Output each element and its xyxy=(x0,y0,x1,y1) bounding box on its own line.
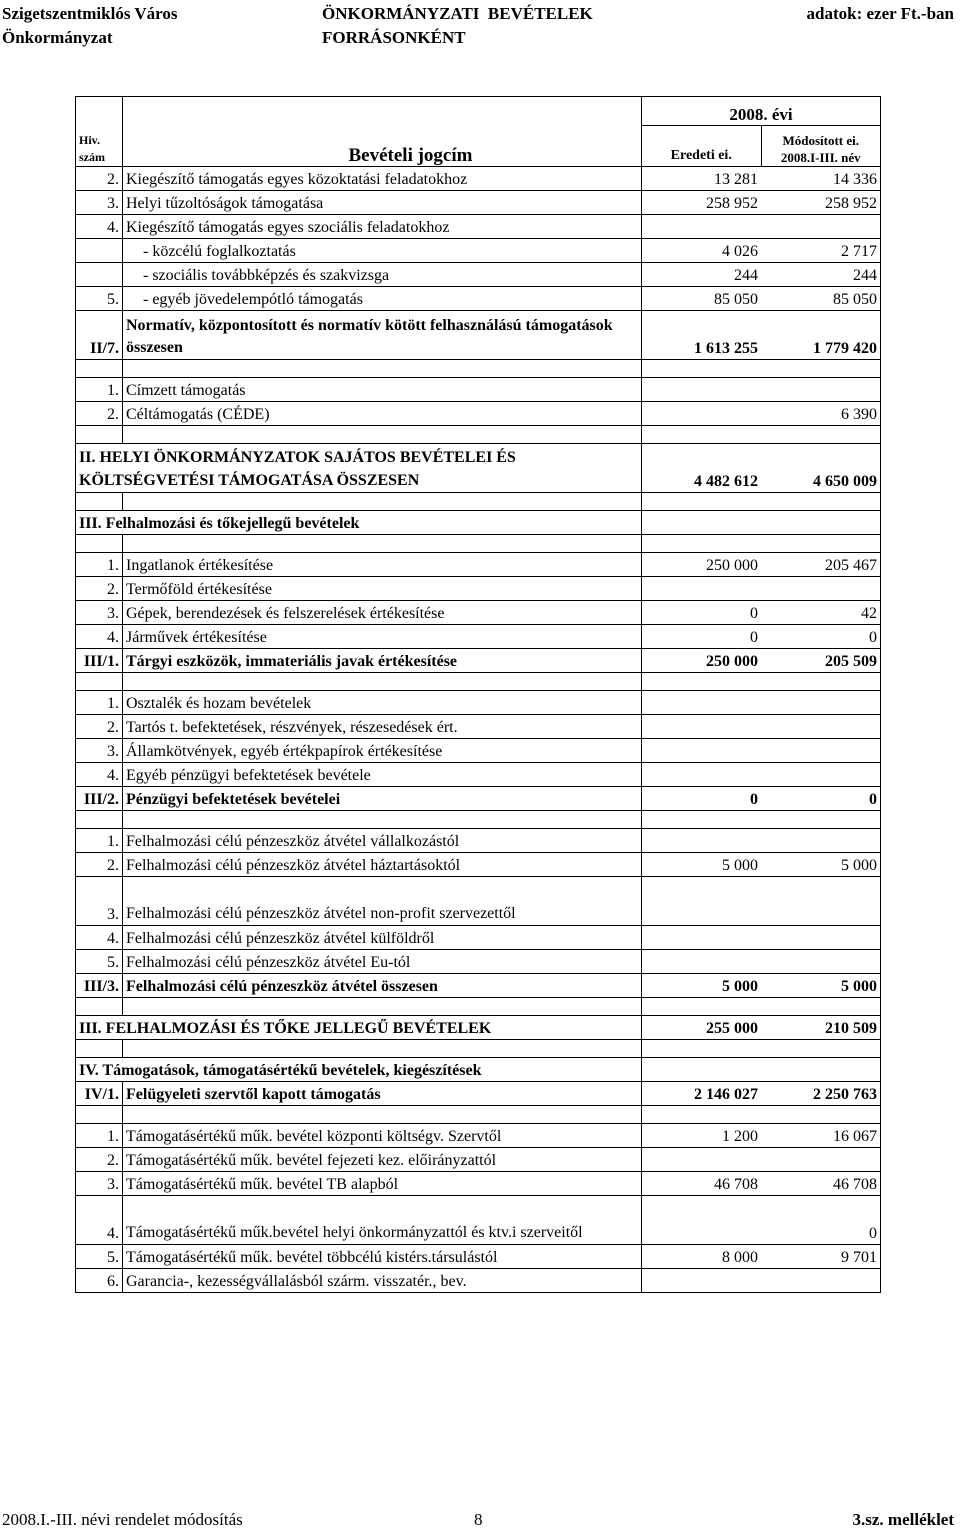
spacer-cell xyxy=(76,1106,123,1124)
row-number: 2. xyxy=(76,577,123,601)
row-number: 1. xyxy=(76,691,123,715)
modified-estimate-value xyxy=(761,1058,881,1082)
report-title-line1: ÖNKORMÁNYZATI BEVÉTELEK xyxy=(322,4,593,23)
row-title: Osztalék és hozam bevételek xyxy=(123,691,642,715)
table-row xyxy=(76,444,881,493)
table-row xyxy=(76,739,881,763)
original-estimate-value: 0 xyxy=(642,787,762,811)
row-title: Egyéb pénzügyi befektetések bevétele xyxy=(123,763,642,787)
spacer-cell xyxy=(761,811,881,829)
table-row xyxy=(76,1058,881,1082)
row-title: Címzett támogatás xyxy=(123,378,642,402)
row-title: Felhalmozási célú pénzeszköz átvétel összesen xyxy=(123,974,642,998)
row-number: III/3. xyxy=(76,974,123,998)
modified-estimate-value: 0 xyxy=(761,1196,881,1245)
section-title: III. Felhalmozási és tőkejellegű bevételek xyxy=(76,511,642,535)
modified-estimate-value: 85 050 xyxy=(761,287,881,311)
modified-estimate-value: 4 650 009 xyxy=(761,444,881,493)
modified-estimate-value: 244 xyxy=(761,263,881,287)
row-number: 2. xyxy=(76,402,123,426)
modified-estimate-value: 0 xyxy=(761,787,881,811)
spacer-cell xyxy=(642,1040,762,1058)
col-header-original-estimate: Eredeti ei. xyxy=(642,126,762,167)
row-number: 1. xyxy=(76,829,123,853)
row-number: 4. xyxy=(76,215,123,239)
original-estimate-value xyxy=(642,950,762,974)
modified-estimate-value: 205 467 xyxy=(761,553,881,577)
spacer-row xyxy=(76,1040,881,1058)
modified-estimate-value: 1 779 420 xyxy=(761,311,881,360)
table-row xyxy=(76,829,881,853)
table-row xyxy=(76,787,881,811)
modified-estimate-value: 258 952 xyxy=(761,191,881,215)
row-title: Felhalmozási célú pénzeszköz átvétel vállalkozástól xyxy=(123,829,642,853)
modified-estimate-value xyxy=(761,877,881,926)
table-row xyxy=(76,715,881,739)
modified-estimate-value: 2 717 xyxy=(761,239,881,263)
spacer-cell xyxy=(123,998,642,1016)
table-row xyxy=(76,926,881,950)
table-row xyxy=(76,974,881,998)
original-estimate-value: 13 281 xyxy=(642,167,762,191)
table-row xyxy=(76,1016,881,1040)
table-row xyxy=(76,625,881,649)
original-estimate-value xyxy=(642,829,762,853)
row-number: 4. xyxy=(76,926,123,950)
municipality-name-line2: Önkormányzat xyxy=(2,28,113,47)
modified-estimate-value xyxy=(761,715,881,739)
row-number: 4. xyxy=(76,1196,123,1245)
table-row xyxy=(76,1269,881,1293)
spacer-cell xyxy=(123,493,642,511)
row-number: 5. xyxy=(76,287,123,311)
section-title: II. HELYI ÖNKORMÁNYZATOK SAJÁTOS BEVÉTELEI ÉS KÖLTSÉGVETÉSI TÁMOGATÁSA ÖSSZESEN xyxy=(76,444,642,493)
original-estimate-value: 85 050 xyxy=(642,287,762,311)
row-title: Normatív, központosított és normatív kötött felhasználású támogatások összesen xyxy=(123,311,642,360)
row-title: Támogatásértékű műk.bevétel helyi önkormányzattól és ktv.i szerveitől xyxy=(123,1196,642,1245)
original-estimate-value: 5 000 xyxy=(642,853,762,877)
modified-estimate-value: 14 336 xyxy=(761,167,881,191)
footer-decree: 2008.I.-III. névi rendelet módosítás xyxy=(2,1510,243,1529)
original-estimate-value xyxy=(642,1148,762,1172)
table-row xyxy=(76,763,881,787)
footer-page-number: 8 xyxy=(474,1510,483,1529)
modified-estimate-value xyxy=(761,1269,881,1293)
row-number: 2. xyxy=(76,1148,123,1172)
original-estimate-value: 250 000 xyxy=(642,553,762,577)
original-estimate-value: 0 xyxy=(642,625,762,649)
row-number: 1. xyxy=(76,378,123,402)
spacer-row xyxy=(76,535,881,553)
modified-estimate-value xyxy=(761,763,881,787)
modified-estimate-value xyxy=(761,691,881,715)
row-number: 5. xyxy=(76,950,123,974)
table-row xyxy=(76,1245,881,1269)
original-estimate-value: 8 000 xyxy=(642,1245,762,1269)
spacer-cell xyxy=(123,535,642,553)
header-cell-blank-num xyxy=(76,97,123,126)
row-title: Felhalmozási célú pénzeszköz átvétel külföldről xyxy=(123,926,642,950)
spacer-cell xyxy=(642,360,762,378)
table-row xyxy=(76,1082,881,1106)
modified-estimate-value xyxy=(761,739,881,763)
spacer-cell xyxy=(123,811,642,829)
col-header-modified-line1: Módosított ei. xyxy=(782,133,860,148)
row-number: 5. xyxy=(76,1245,123,1269)
modified-estimate-value: 42 xyxy=(761,601,881,625)
modified-estimate-value: 5 000 xyxy=(761,853,881,877)
table-header xyxy=(76,97,881,167)
row-number: 2. xyxy=(76,167,123,191)
spacer-cell xyxy=(123,426,642,444)
table-row xyxy=(76,601,881,625)
row-number: 4. xyxy=(76,625,123,649)
spacer-cell xyxy=(642,426,762,444)
row-title: Tárgyi eszközök, immateriális javak értékesítése xyxy=(123,649,642,673)
spacer-cell xyxy=(76,426,123,444)
spacer-row xyxy=(76,811,881,829)
row-title: Tartós t. befektetések, részvények, részesedések ért. xyxy=(123,715,642,739)
table-row xyxy=(76,311,881,360)
row-title: Felhalmozási célú pénzeszköz átvétel Eu-tól xyxy=(123,950,642,974)
spacer-cell xyxy=(761,360,881,378)
row-title: Garancia-, kezességvállalásból szárm. visszatér., bev. xyxy=(123,1269,642,1293)
spacer-cell xyxy=(76,493,123,511)
modified-estimate-value: 16 067 xyxy=(761,1124,881,1148)
table-row xyxy=(76,511,881,535)
row-number: II/7. xyxy=(76,311,123,360)
row-number: 3. xyxy=(76,601,123,625)
row-title: Ingatlanok értékesítése xyxy=(123,553,642,577)
original-estimate-value xyxy=(642,739,762,763)
spacer-row xyxy=(76,493,881,511)
row-number: 3. xyxy=(76,877,123,926)
spacer-cell xyxy=(642,811,762,829)
table-row xyxy=(76,191,881,215)
spacer-cell xyxy=(642,535,762,553)
row-title: Céltámogatás (CÉDE) xyxy=(123,402,642,426)
original-estimate-value xyxy=(642,715,762,739)
original-estimate-value: 2 146 027 xyxy=(642,1082,762,1106)
original-estimate-value xyxy=(642,402,762,426)
row-title: - szociális továbbképzés és szakvizsga xyxy=(123,263,642,287)
spacer-cell xyxy=(123,1040,642,1058)
row-title: Gépek, berendezések és felszerelések értékesítése xyxy=(123,601,642,625)
modified-estimate-value xyxy=(761,950,881,974)
table-row xyxy=(76,215,881,239)
municipality-name-line1: Szigetszentmiklós Város xyxy=(2,4,178,23)
table-row xyxy=(76,877,881,926)
row-title: Államkötvények, egyéb értékpapírok értékesítése xyxy=(123,739,642,763)
col-header-number-line2: szám xyxy=(79,150,105,164)
modified-estimate-value xyxy=(761,511,881,535)
spacer-row xyxy=(76,1106,881,1124)
section-title: IV. Támogatások, támogatásértékű bevételek, kiegészítések xyxy=(76,1058,642,1082)
section-title: III. FELHALMOZÁSI ÉS TŐKE JELLEGŰ BEVÉTELEK xyxy=(76,1016,642,1040)
original-estimate-value xyxy=(642,763,762,787)
modified-estimate-value xyxy=(761,1148,881,1172)
modified-estimate-value: 6 390 xyxy=(761,402,881,426)
row-number xyxy=(76,239,123,263)
spacer-cell xyxy=(761,998,881,1016)
row-title: Pénzügyi befektetések bevételei xyxy=(123,787,642,811)
row-title: Támogatásértékű műk. bevétel központi költségv. Szervtől xyxy=(123,1124,642,1148)
year-label: 2008. évi xyxy=(642,97,881,126)
municipality-name xyxy=(2,2,302,50)
row-number: 6. xyxy=(76,1269,123,1293)
table-row xyxy=(76,1172,881,1196)
header-row-columns xyxy=(76,126,881,167)
original-estimate-value: 4 026 xyxy=(642,239,762,263)
table-row xyxy=(76,553,881,577)
original-estimate-value: 1 613 255 xyxy=(642,311,762,360)
original-estimate-value: 5 000 xyxy=(642,974,762,998)
modified-estimate-value: 0 xyxy=(761,625,881,649)
modified-estimate-value: 9 701 xyxy=(761,1245,881,1269)
spacer-row xyxy=(76,360,881,378)
table-row xyxy=(76,649,881,673)
table-row xyxy=(76,577,881,601)
row-number: 3. xyxy=(76,1172,123,1196)
spacer-row xyxy=(76,998,881,1016)
original-estimate-value: 255 000 xyxy=(642,1016,762,1040)
table-row xyxy=(76,263,881,287)
spacer-cell xyxy=(76,673,123,691)
revenue-table xyxy=(75,96,881,1293)
modified-estimate-value xyxy=(761,829,881,853)
col-header-number-line1: Hiv. xyxy=(79,133,101,147)
footer-annex-label: 3.sz. melléklet xyxy=(852,1510,954,1529)
modified-estimate-value xyxy=(761,215,881,239)
spacer-cell xyxy=(123,360,642,378)
row-title: Felhalmozási célú pénzeszköz átvétel háztartásoktól xyxy=(123,853,642,877)
row-number: 1. xyxy=(76,1124,123,1148)
spacer-cell xyxy=(76,360,123,378)
row-title: Támogatásértékű műk. bevétel többcélú kistérs.társulástól xyxy=(123,1245,642,1269)
original-estimate-value: 250 000 xyxy=(642,649,762,673)
header-cell-blank-title xyxy=(123,97,642,126)
row-number: 2. xyxy=(76,715,123,739)
header-row-year xyxy=(76,97,881,126)
spacer-cell xyxy=(123,1106,642,1124)
table-row xyxy=(76,691,881,715)
modified-estimate-value xyxy=(761,378,881,402)
table-row xyxy=(76,402,881,426)
row-title: Termőföld értékesítése xyxy=(123,577,642,601)
table-body xyxy=(76,167,881,1293)
original-estimate-value xyxy=(642,877,762,926)
spacer-cell xyxy=(642,493,762,511)
modified-estimate-value: 210 509 xyxy=(761,1016,881,1040)
spacer-cell xyxy=(761,426,881,444)
units-note: adatok: ezer Ft.-ban xyxy=(806,4,954,23)
modified-estimate-value xyxy=(761,926,881,950)
row-number: 2. xyxy=(76,853,123,877)
spacer-cell xyxy=(76,535,123,553)
spacer-cell xyxy=(123,673,642,691)
spacer-cell xyxy=(76,998,123,1016)
spacer-cell xyxy=(76,811,123,829)
original-estimate-value xyxy=(642,1269,762,1293)
row-number: 3. xyxy=(76,739,123,763)
original-estimate-value: 46 708 xyxy=(642,1172,762,1196)
report-title-line2: FORRÁSONKÉNT xyxy=(322,28,466,47)
modified-estimate-value: 205 509 xyxy=(761,649,881,673)
table-row xyxy=(76,1148,881,1172)
report-title xyxy=(322,2,682,50)
col-header-modified-estimate xyxy=(761,126,881,167)
original-estimate-value xyxy=(642,577,762,601)
table-row xyxy=(76,287,881,311)
row-title: - egyéb jövedelempótló támogatás xyxy=(123,287,642,311)
spacer-cell xyxy=(642,998,762,1016)
row-title: Járművek értékesítése xyxy=(123,625,642,649)
original-estimate-value xyxy=(642,511,762,535)
spacer-cell xyxy=(642,673,762,691)
row-title: - közcélú foglalkoztatás xyxy=(123,239,642,263)
original-estimate-value xyxy=(642,1196,762,1245)
row-number: III/2. xyxy=(76,787,123,811)
col-header-title: Bevételi jogcím xyxy=(123,126,642,167)
original-estimate-value xyxy=(642,1058,762,1082)
modified-estimate-value: 5 000 xyxy=(761,974,881,998)
row-number: IV/1. xyxy=(76,1082,123,1106)
row-title: Támogatásértékű műk. bevétel fejezeti kez. előirányzattól xyxy=(123,1148,642,1172)
table-row xyxy=(76,1196,881,1245)
row-number xyxy=(76,263,123,287)
col-header-number xyxy=(76,126,123,167)
row-title: Kiegészítő támogatás egyes közoktatási feladatokhoz xyxy=(123,167,642,191)
original-estimate-value xyxy=(642,691,762,715)
original-estimate-value: 244 xyxy=(642,263,762,287)
row-number: III/1. xyxy=(76,649,123,673)
row-title: Támogatásértékű műk. bevétel TB alapból xyxy=(123,1172,642,1196)
row-title: Felhalmozási célú pénzeszköz átvétel non-profit szervezettől xyxy=(123,877,642,926)
modified-estimate-value: 46 708 xyxy=(761,1172,881,1196)
original-estimate-value: 1 200 xyxy=(642,1124,762,1148)
row-number: 3. xyxy=(76,191,123,215)
spacer-cell xyxy=(642,1106,762,1124)
spacer-cell xyxy=(761,1040,881,1058)
table-row xyxy=(76,1124,881,1148)
original-estimate-value xyxy=(642,926,762,950)
spacer-row xyxy=(76,426,881,444)
spacer-cell xyxy=(761,673,881,691)
spacer-cell xyxy=(76,1040,123,1058)
original-estimate-value xyxy=(642,378,762,402)
table-row xyxy=(76,167,881,191)
row-number: 1. xyxy=(76,553,123,577)
spacer-cell xyxy=(761,493,881,511)
spacer-row xyxy=(76,673,881,691)
row-title: Kiegészítő támogatás egyes szociális feladatokhoz xyxy=(123,215,642,239)
row-title: Felügyeleti szervtől kapott támogatás xyxy=(123,1082,642,1106)
modified-estimate-value xyxy=(761,577,881,601)
spacer-cell xyxy=(761,1106,881,1124)
original-estimate-value: 4 482 612 xyxy=(642,444,762,493)
original-estimate-value: 258 952 xyxy=(642,191,762,215)
table-row xyxy=(76,950,881,974)
table-row xyxy=(76,239,881,263)
spacer-cell xyxy=(761,535,881,553)
row-title: Helyi tűzoltóságok támogatása xyxy=(123,191,642,215)
table-row xyxy=(76,853,881,877)
original-estimate-value xyxy=(642,215,762,239)
original-estimate-value: 0 xyxy=(642,601,762,625)
col-header-modified-line2: 2008.I-III. név xyxy=(780,150,861,165)
modified-estimate-value: 2 250 763 xyxy=(761,1082,881,1106)
table-row xyxy=(76,378,881,402)
row-number: 4. xyxy=(76,763,123,787)
